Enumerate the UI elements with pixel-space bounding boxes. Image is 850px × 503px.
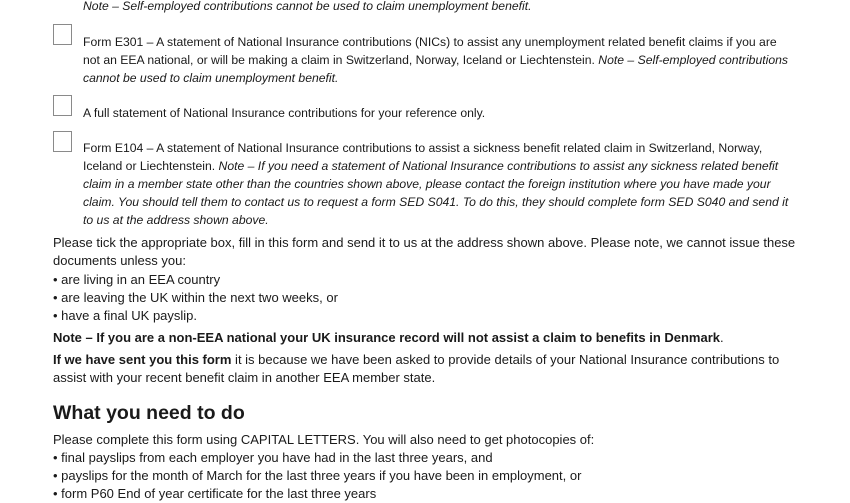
option-text-run: not an EEA national, or will be making a claim in Switzerland, Norway, Iceland or Liechtenstein. xyxy=(83,53,599,67)
option-line xyxy=(83,139,762,157)
todo-bullet: • form P60 End of year certificate for the last three years xyxy=(53,486,377,501)
option-text-run-italic: claim. You should tell them to contact us to request a form SED S041. To do this, they should complete form SED S040 and send it xyxy=(83,195,789,209)
instructions-line: documents unless you: xyxy=(53,253,186,268)
section-heading: What you need to do xyxy=(53,402,245,424)
option-full-statement-checkbox[interactable] xyxy=(53,95,72,116)
option-e301-checkbox[interactable] xyxy=(53,24,72,45)
sent-form-rest: it is because we have been asked to provide details of your National Insurance contributions to xyxy=(231,352,780,367)
denmark-note-bold: Note – If you are a non-EEA national your UK insurance record will not assist a claim to benefits in Denmark xyxy=(53,330,721,345)
sent-form-line xyxy=(53,351,779,369)
option-text-run-italic: Note – If you need a statement of National Insurance contributions to assist any sickness related benefit xyxy=(218,159,779,173)
todo-line: Please complete this form using CAPITAL LETTERS. You will also need to get photocopies of: xyxy=(53,432,595,447)
instructions-line: Please tick the appropriate box, fill in this form and send it to us at the address shown above. Please note, we cannot issue these xyxy=(53,235,796,250)
option-e104-checkbox[interactable] xyxy=(53,131,72,152)
option-line xyxy=(83,175,771,193)
instructions-bullet: • are living in an EEA country xyxy=(53,272,221,287)
option-text-run: Form E104 – A statement of National Insurance contributions to assist a sickness benefit related claim in Switzerland, Norway, xyxy=(83,141,763,155)
instructions-bullet: • have a final UK payslip. xyxy=(53,308,198,323)
denmark-note xyxy=(53,329,724,347)
option-text-run: Iceland or Liechtenstein. xyxy=(83,159,219,173)
option-text-run: A full statement of National Insurance contributions for your reference only. xyxy=(83,106,486,120)
option-text-run-italic: claim in a member state other than the countries shown above, please contact the foreign institution where you have made your xyxy=(83,177,771,191)
option-line xyxy=(83,69,338,87)
sent-form-line: assist with your recent benefit claim in another EEA member state. xyxy=(53,370,436,385)
option-text-run-italic: cannot be used to claim unemployment benefit. xyxy=(83,71,339,85)
option-text-run-italic: to us at the address shown above. xyxy=(83,213,269,227)
todo-bullet: • final payslips from each employer you have had in the last three years, and xyxy=(53,450,493,465)
option-full-statement-text xyxy=(83,104,485,122)
option-line xyxy=(83,211,269,229)
option-text-run: Form E301 – A statement of National Insurance contributions (NICs) to assist any unemployment related benefit claims if you are xyxy=(83,35,777,49)
option-line xyxy=(83,33,777,51)
self-employed-note: Note – Self-employed contributions cannot be used to claim unemployment benefit. xyxy=(83,0,532,13)
option-line xyxy=(83,51,788,69)
denmark-note-end: . xyxy=(720,330,724,345)
sent-form-bold: If we have sent you this form xyxy=(53,352,232,367)
instructions-bullet: • are leaving the UK within the next two weeks, or xyxy=(53,290,338,305)
option-line xyxy=(83,157,778,175)
option-text-run-italic: Note – Self-employed contributions xyxy=(598,53,788,67)
todo-bullet: • payslips for the month of March for the last three years if you have been in employment, or xyxy=(53,468,582,483)
option-line xyxy=(83,193,788,211)
